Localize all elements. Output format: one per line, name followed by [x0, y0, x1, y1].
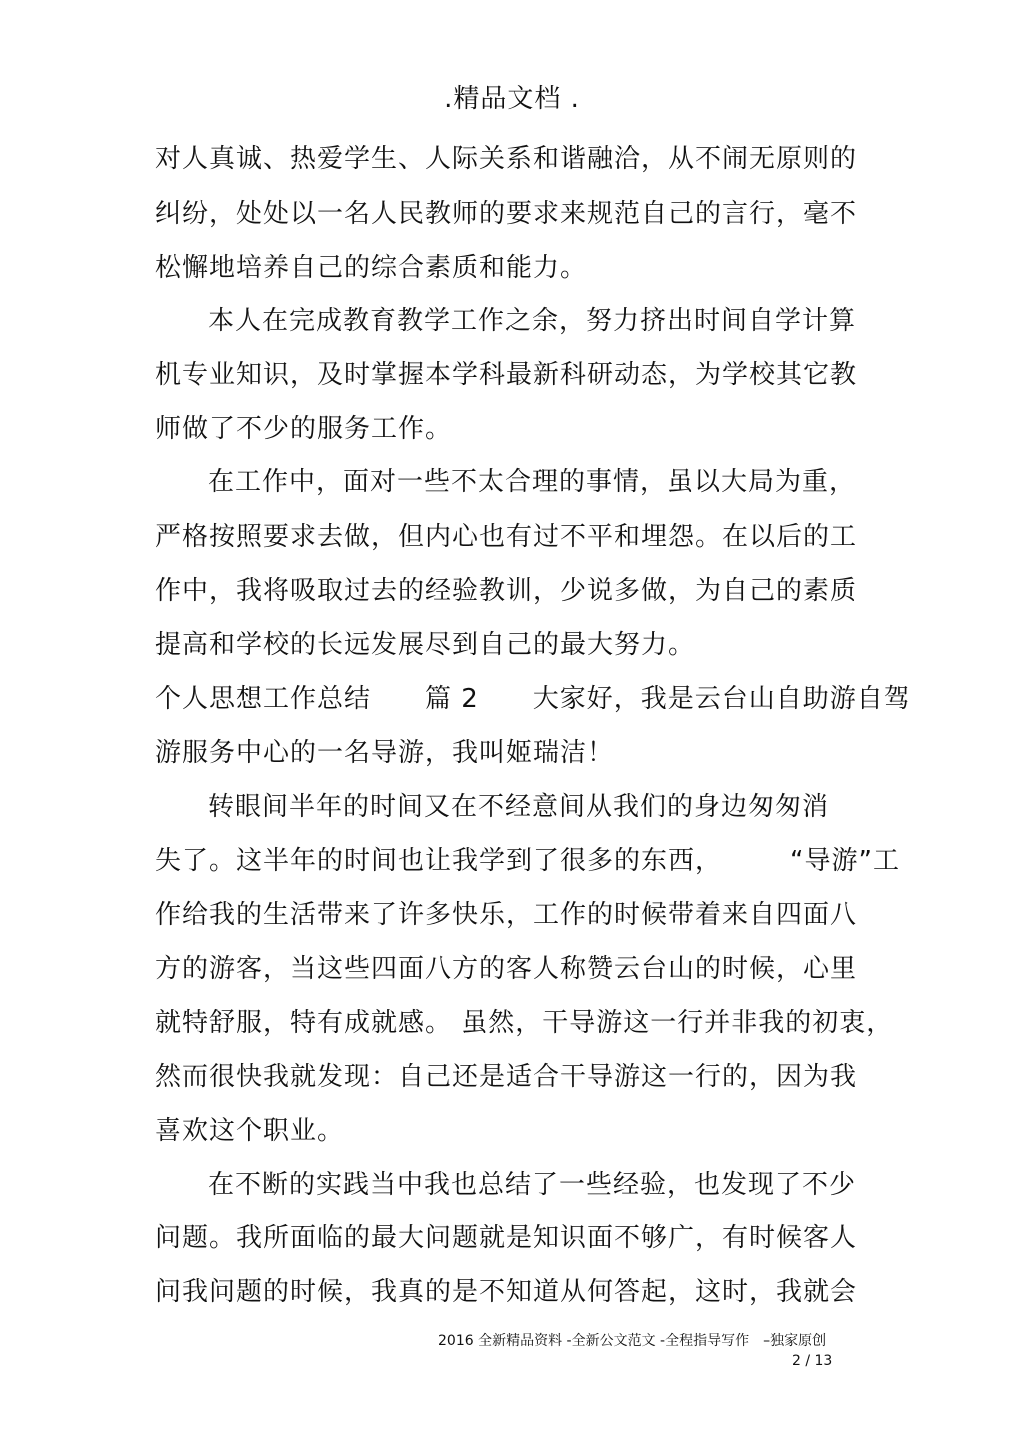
text-line: 问我问题的时候，我真的是不知道从何答起，这时，我就会 [155, 1277, 858, 1307]
page-header: .精品文档 . [444, 84, 580, 114]
text-line: 对人真诚、热爱学生、人际关系和谐融洽，从不闹无原则的 [155, 144, 858, 174]
text-line: 提高和学校的长远发展尽到自己的最大努力。 [155, 630, 696, 660]
text-line: 作中，我将吸取过去的经验教训，少说多做，为自己的素质 [155, 576, 858, 606]
text-line: 作给我的生活带来了许多快乐，工作的时候带着来自四面八 [155, 900, 858, 930]
text-line: 方的游客，当这些四面八方的客人称赞云台山的时候，心里 [155, 954, 858, 984]
text-line: 机专业知识，及时掌握本学科最新科研动态，为学校其它教 [155, 360, 858, 390]
text-line: 纠纷，处处以一名人民教师的要求来规范自己的言行，毫不 [155, 199, 858, 229]
text-line: 师做了不少的服务工作。 [155, 414, 453, 444]
page-number: 2 / 13 [792, 1353, 833, 1369]
text-line: 喜欢这个职业。 [155, 1116, 345, 1146]
text-line: 严格按照要求去做，但内心也有过不平和埋怨。在以后的工 [155, 522, 858, 552]
text-line: 然而很快我就发现：自己还是适合干导游这一行的，因为我 [155, 1062, 858, 1092]
text-line: 转眼间半年的时间又在不经意间从我们的身边匆匆消 [208, 792, 830, 822]
text-line: 问题。我所面临的最大问题就是知识面不够广，有时候客人 [155, 1223, 858, 1253]
text-line: 就特舒服，特有成就感。 虽然，干导游这一行并非我的初衷， [155, 1008, 894, 1038]
text-line: 在不断的实践当中我也总结了一些经验，也发现了不少 [208, 1170, 857, 1200]
page-footer: 2016 全新精品资料 -全新公文范文 -全程指导写作 –独家原创 [438, 1333, 827, 1349]
text-line: 本人在完成教育教学工作之余，努力挤出时间自学计算 [208, 306, 857, 336]
text-line: 松懈地培养自己的综合素质和能力。 [155, 253, 588, 283]
text-line: 失了。这半年的时间也让我学到了很多的东西， “导游”工 [155, 846, 900, 876]
section-title-line: 个人思想工作总结 篇 2 大家好，我是云台山自助游自驾 [155, 684, 911, 714]
text-line: 在工作中，面对一些不太合理的事情，虽以大局为重， [208, 467, 857, 497]
text-line: 游服务中心的一名导游，我叫姬瑞洁！ [155, 738, 615, 768]
